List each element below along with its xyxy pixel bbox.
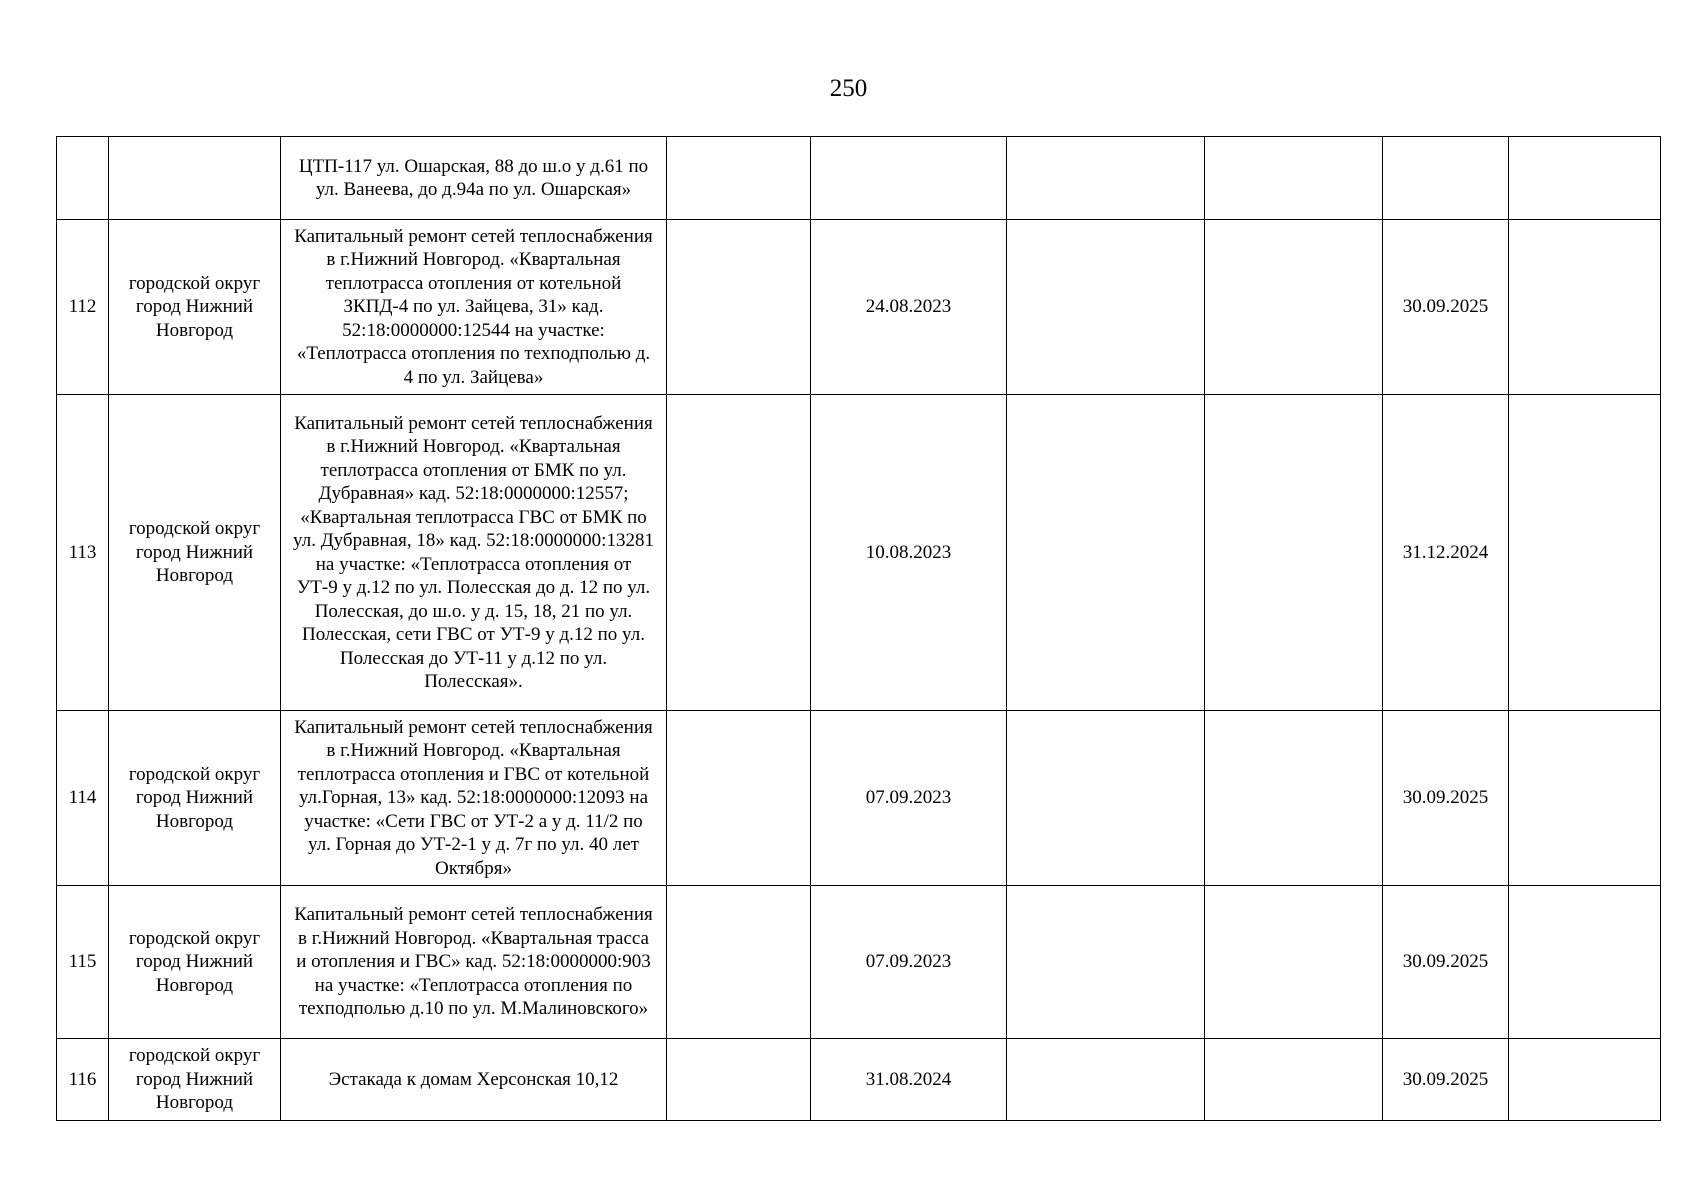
row-number-cell: 112 [57,220,109,395]
row-number-cell: 115 [57,886,109,1039]
empty-cell [1007,1039,1205,1121]
start-date-cell: 10.08.2023 [811,395,1007,711]
table-row [57,137,1661,220]
empty-cell [1509,711,1661,886]
empty-cell [667,1039,811,1121]
empty-cell [1007,886,1205,1039]
empty-cell [667,886,811,1039]
start-date-cell: 07.09.2023 [811,886,1007,1039]
table-row [57,1039,1661,1121]
empty-cell [1205,711,1383,886]
object-description-cell: Капитальный ремонт сетей теплоснабжения в г.Нижний Новгород. «Квартальная теплотрасса отопления и ГВС от котельной ул.Горная, 13» кад. 52:18:0000000:12093 на участке: «Сети ГВС от УТ-2 а у д. 11/2 по ул. Горная до УТ-2-1 у д. 7г по ул. 40 лет Октября» [281,711,667,886]
empty-cell [1007,711,1205,886]
empty-cell [1205,137,1383,220]
empty-cell [667,137,811,220]
end-date-cell: 30.09.2025 [1383,1039,1509,1121]
municipality-cell: городской округ город Нижний Новгород [109,1039,281,1121]
row-number-cell: 114 [57,711,109,886]
register-table [56,136,1661,1121]
object-description-cell: Капитальный ремонт сетей теплоснабжения в г.Нижний Новгород. «Квартальная теплотрасса отопления от котельной ЗКПД-4 по ул. Зайцева, 31» кад. 52:18:0000000:12544 на участке: «Теплотрасса отопления по техподполью д. 4 по ул. Зайцева» [281,220,667,395]
municipality-cell: городской округ город Нижний Новгород [109,395,281,711]
table-row [57,220,1661,395]
empty-cell [1509,1039,1661,1121]
empty-cell [1205,220,1383,395]
object-description-cell: Эстакада к домам Херсонская 10,12 [281,1039,667,1121]
table-row [57,395,1661,711]
empty-cell [667,220,811,395]
empty-cell [1007,395,1205,711]
row-number-cell: 113 [57,395,109,711]
empty-cell [1205,395,1383,711]
empty-cell [1205,886,1383,1039]
object-description-cell: Капитальный ремонт сетей теплоснабжения в г.Нижний Новгород. «Квартальная теплотрасса отопления от БМК по ул. Дубравная» кад. 52:18:0000000:12557; «Квартальная теплотрасса ГВС от БМК по ул. Дубравная, 18» кад. 52:18:0000000:13281 на участке: «Теплотрасса отопления от УТ-9 у д.12 по ул. Полесская до д. 12 по ул. Полесская, до ш.о. у д. 15, 18, 21 по ул. Полесская, сети ГВС от УТ-9 у д.12 по ул. Полесская до УТ-11 у д.12 по ул. Полесская». [281,395,667,711]
municipality-cell: городской округ город Нижний Новгород [109,711,281,886]
municipality-cell [109,137,281,220]
page-number: 250 [829,75,868,102]
empty-cell [1007,137,1205,220]
end-date-cell: 30.09.2025 [1383,220,1509,395]
empty-cell [1509,395,1661,711]
object-description-cell: ЦТП-117 ул. Ошарская, 88 до ш.о у д.61 по ул. Ванеева, до д.94а по ул. Ошарская» [281,137,667,220]
end-date-cell: 30.09.2025 [1383,711,1509,886]
row-number-cell [57,137,109,220]
empty-cell [1007,220,1205,395]
end-date-cell: 31.12.2024 [1383,395,1509,711]
table-row [57,711,1661,886]
table-row [57,886,1661,1039]
empty-cell [667,711,811,886]
empty-cell [1509,886,1661,1039]
empty-cell [1509,137,1661,220]
municipality-cell: городской округ город Нижний Новгород [109,886,281,1039]
empty-cell [1205,1039,1383,1121]
end-date-cell [1383,137,1509,220]
start-date-cell: 31.08.2024 [811,1039,1007,1121]
municipality-cell: городской округ город Нижний Новгород [109,220,281,395]
start-date-cell: 24.08.2023 [811,220,1007,395]
object-description-cell: Капитальный ремонт сетей теплоснабжения в г.Нижний Новгород. «Квартальная трасса и отопления и ГВС» кад. 52:18:0000000:903 на участке: «Теплотрасса отопления по техподполью д.10 по ул. М.Малиновского» [281,886,667,1039]
end-date-cell: 30.09.2025 [1383,886,1509,1039]
empty-cell [667,395,811,711]
start-date-cell: 07.09.2023 [811,711,1007,886]
start-date-cell [811,137,1007,220]
empty-cell [1509,220,1661,395]
row-number-cell: 116 [57,1039,109,1121]
